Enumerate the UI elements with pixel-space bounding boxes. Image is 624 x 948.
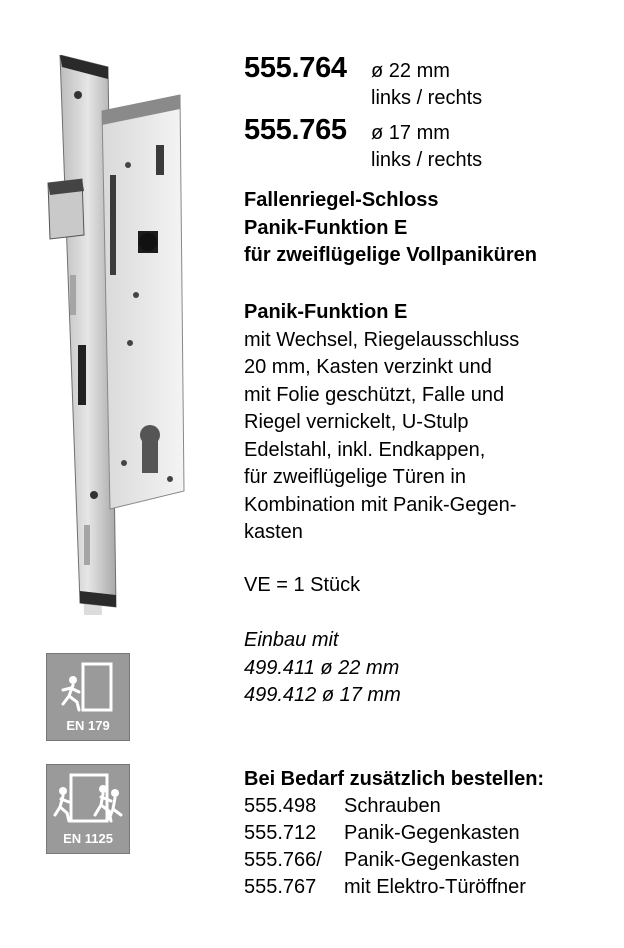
accessory-number: 555.766/: [244, 849, 322, 871]
panic-exit-icon: [51, 769, 125, 827]
accessory-name: Panik-Gegenkasten: [344, 822, 520, 844]
installation-title: Einbau mit: [244, 629, 339, 651]
accessory-row: [244, 876, 526, 899]
accessory-name: Schrauben: [344, 795, 441, 817]
description-line: mit Folie geschützt, Falle und: [244, 383, 505, 406]
accessory-number: 555.498: [244, 795, 317, 817]
accessory-number: 555.767: [244, 876, 317, 898]
product-diameter-1: ø 22 mm: [371, 60, 450, 82]
accessory-row: [244, 849, 520, 872]
description-line: Edelstahl, inkl. Endkappen,: [244, 438, 486, 461]
accessory-name: Panik-Gegenkasten: [344, 849, 520, 871]
description-line: Riegel vernickelt, U-Stulp: [244, 411, 469, 433]
description-line: Kombination mit Panik-Gegen-: [244, 493, 517, 516]
headline-line: Panik-Funktion E: [244, 216, 408, 239]
installation-item: 499.412 ø 17 mm: [244, 684, 401, 706]
mortise-lock-image: [38, 55, 198, 615]
accessory-row: [244, 795, 441, 818]
emergency-exit-icon: [55, 658, 121, 716]
product-headline: [244, 187, 537, 270]
description-line: mit Wechsel, Riegelausschluss: [244, 328, 520, 351]
en1125-label: EN 1125: [63, 831, 113, 846]
headline-line: Fallenriegel-Schloss: [244, 189, 439, 211]
installation-info: [244, 627, 401, 710]
product-number-2: 555.765: [244, 114, 347, 146]
product-hand-2: links / rechts: [371, 149, 483, 171]
packaging-unit: VE = 1 Stück: [244, 574, 361, 596]
en179-badge: [46, 653, 130, 741]
description-line: für zweiflügelige Türen in: [244, 466, 466, 488]
product-description: [244, 299, 519, 547]
accessory-name: mit Elektro-Türöffner: [344, 876, 526, 898]
product-hand-1: links / rechts: [371, 87, 483, 109]
accessory-number: 555.712: [244, 822, 317, 844]
headline-line: für zweiflügelige Vollpaniküren: [244, 244, 537, 266]
product-number-1: 555.764: [244, 52, 347, 84]
description-title: Panik-Funktion E: [244, 301, 408, 323]
accessories-title: Bei Bedarf zusätzlich bestellen:: [244, 768, 545, 790]
en179-label: EN 179: [66, 718, 110, 733]
installation-item: 499.411 ø 22 mm: [244, 656, 400, 679]
en1125-badge: [46, 764, 130, 854]
accessory-row: [244, 822, 520, 845]
product-diameter-2: ø 17 mm: [371, 122, 450, 144]
description-line: 20 mm, Kasten verzinkt und: [244, 356, 492, 378]
description-line: kasten: [244, 521, 303, 543]
